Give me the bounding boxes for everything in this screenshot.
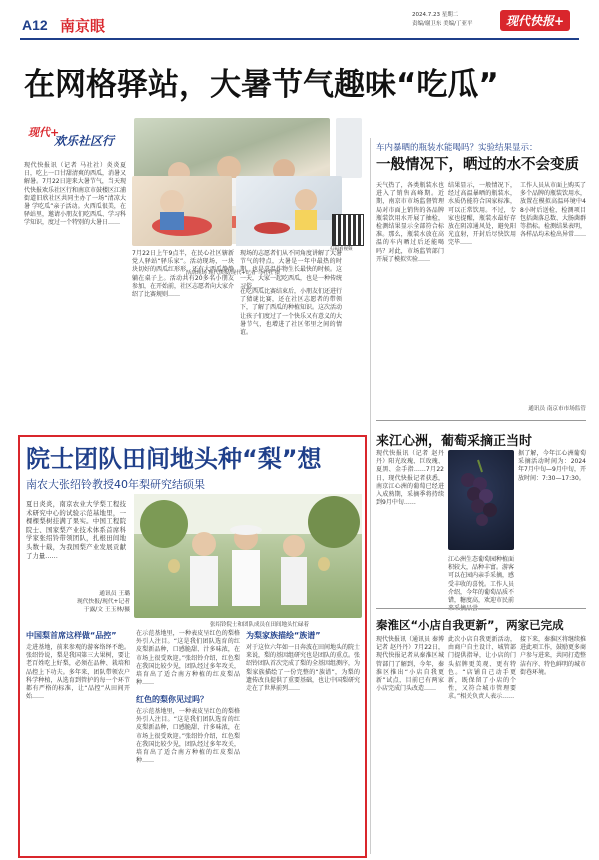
- featured-subhead-3: 为梨家族描绘“族谱”: [246, 631, 321, 640]
- featured-col2b: 在示范基地里，一种表皮呈红色的梨格外引人注目。“这是我们团队选育的红皮梨新品种，口感脆甜、汁多味浓，在市场上很受欢迎。”张绍铃介绍，红色梨在我国比较少见，团队经过多年攻关，培育出了适合南方种植的红皮梨品种……: [136, 708, 240, 765]
- right-bottom-headline: 秦淮区“小店自我更新”，两家已完成: [376, 618, 564, 632]
- page-number: A12: [22, 17, 48, 33]
- featured-bylines: [60, 590, 130, 614]
- column-tag-line2: 欢乐社区行: [54, 134, 115, 148]
- issue-date: 2024.7.23 星期二: [412, 12, 459, 18]
- right-top-col1: 天气热了，各类瓶装水也进入了销售高峰期。近期，南京市市场监督管理局对市面上销售的各品牌瓶装饮用水开展了抽检，检测结果显示全部符合标准。那么，瓶装水放在高温的车内晒过后还能喝吗？对此，市场监管部门开展了模拟实验……: [376, 182, 444, 263]
- right-bottom-col3: 接下来，秦淮区将继续推进此项工作，鼓励更多商户参与进来，共同打造整洁有序、特色鲜明的城市街巷环境。: [520, 636, 587, 676]
- qr-caption: 扫码看视频: [330, 247, 353, 252]
- right-mid-col1: 现代快报讯（记者 赵丹丹）阳光玫瑰、巨玫瑰、夏黑、金手指……7月22日，现代快报记者获悉，南京江心洲的葡萄已经进入成熟期，采摘季将持续到9月中旬……: [376, 450, 444, 507]
- right-top-headline: 一般情况下，晒过的水不会变质: [376, 157, 579, 173]
- featured-col2a: 在示范基地里，一种表皮呈红色的梨格外引人注目。“这是我们团队选育的红皮梨新品种，口感脆甜、汁多味浓，在市场上很受欢迎。”张绍铃介绍，红色梨在我国比较少见，团队经过多年攻关，培育出了适合南方种植的红皮梨品种……: [136, 630, 240, 687]
- right-top-col3: 工作人员从市面上购买了多个品牌的瓶装饮用水，放置在模拟高温环境中48小时后送检，检测项目包括菌落总数、大肠菌群等指标。检测结果表明，各样品均未检出异常……: [520, 182, 587, 239]
- top-story-photo-left: [132, 176, 232, 246]
- featured-lead: 夏日炎炎，南京农业大学梨工程技术研究中心的试验示范基地里，一棵棵梨树挂满了果实。中国工程院院士、国家梨产业技术体系首席科学家张绍铃带领团队，扎根田间地头数十载，为我国梨产业发展贡献了力量……: [26, 500, 126, 560]
- column-tag-line1: 现代+: [28, 126, 60, 139]
- top-story-headline: 在网格驿站，大暑节气趣味“吃瓜”: [24, 67, 499, 103]
- featured-subhead: 南农大张绍铃教授40年梨研究结硕果: [26, 478, 205, 491]
- qr-code[interactable]: [332, 214, 364, 246]
- top-story-col1: 现代快报讯（记者 马社社）炎炎夏日，吃上一口甘甜清爽的西瓜，消暑又解暑。7月22日迎来大暑节气，当天现代快报欢乐社区行和南京市鼓楼区江浦街道旧欣社区共同主办了一场“清凉大暑 学吃瓜”亲子活动。火西瓜很美，在驿站里，邀请小朋友们吃西瓜、学习科学知识，度过一个特别的大暑日……: [24, 162, 127, 227]
- top-story-col5: 在吃西瓜比赛结束后，小朋友们还进行了猜谜比赛，还在社区志愿者的带领下，了解了西瓜的种植知识。这次活动让孩子们度过了一个快乐又有意义的大暑节气，也增进了社区邻里之间的情谊。: [240, 288, 343, 337]
- right-top-col2: 结果显示，一般情况下，经过高温暴晒的瓶装水，水质仍能符合国家标准，可以正常饮用。不过，专家也提醒，瓶装水最好存放在阴凉通风处，避免阳光直射，开封后尽快饮用完毕……: [448, 182, 516, 247]
- featured-col3: 对于这位六年如一日奔波在田间地头的院士来说，梨的基因组研究也是团队的重点。张绍铃团队首次完成了梨的全基因组测序，为梨家族描绘了一份完整的“族谱”，为梨的遗传改良提供了重要基础，也让中国梨研究走在了世界前列……: [246, 644, 361, 693]
- featured-byline-1: 通讯员 王璐: [99, 591, 130, 597]
- featured-byline-3: 于露/文 王玉林/摄: [83, 607, 130, 613]
- top-story-col2: 7月22日上午9点半，在民心社区辖新党人驿站“驿乐家”。活动现场，一块块切好的西瓜红形形，还有大西瓜静静躺在桌子上。活动共有20多名小朋友参加，在开始前，社区志愿者向大家介绍了比赛规则……: [132, 250, 235, 299]
- featured-subhead-1: 中国梨首席这样做“品控”: [26, 631, 117, 640]
- featured-headline: 院士团队田间地头种“梨”想: [26, 445, 322, 473]
- featured-col1: 走进基地，前来参观的游客络绎不绝。张绍铃说，梨是我国第三大果树，要让老百姓吃上好梨，必须在品种、栽培和品控上下功夫。多年来，团队带领农户科学种植，从选育到管护的每一个环节都有严格的标准，让“品控”从田间开始……: [26, 644, 130, 701]
- editor-credit: 责编/谢卫东 美编/丁亚平: [412, 21, 473, 27]
- featured-byline-2: 现代快报/现代+记者: [76, 599, 130, 605]
- right-mid-headline: 来江心洲，葡萄采摘正当时: [376, 434, 533, 449]
- top-story-photo-child: [336, 118, 362, 178]
- right-mid-photo: [448, 450, 514, 550]
- featured-subhead-2: 红色的梨你见过吗？: [136, 695, 208, 704]
- column-tag: [24, 118, 128, 162]
- right-mid-divider: [376, 608, 586, 609]
- right-top-divider: [376, 420, 586, 421]
- right-bottom-col1: 现代快报讯（通讯员 秦博 记者 赵丹丹）7月22日，现代快报记者从秦淮区城管部门了解到，今年，秦淮区推出“小店自我更新”试点，目前已有两家小店完成门头改造……: [376, 636, 444, 693]
- top-story-col3: 现场的志愿者们从不同角度讲解了大暑节气的特点，大暑是一年中最热的时期，也是喜温作物生长最快的时候。这一天，大家一起吃西瓜，也是一种传统习俗……: [240, 250, 343, 290]
- masthead: [0, 0, 599, 44]
- top-story-photo-right: [236, 176, 342, 246]
- featured-photo: [134, 494, 362, 618]
- brand-logo: 现代快报+: [500, 10, 570, 31]
- top-story-photo-credit: 活动现场 现代快报/现代+记者 马社社 摄: [186, 270, 281, 276]
- section-name: 南京眼: [60, 17, 106, 35]
- right-bottom-col2: 此次小店自我更新活动，由商户自主设计、城管部门提供指导，让小店的门头招牌更美观、更有特色。“店铺自己动手更新，既保留了小店的个性，又符合城市管理要求。”相关负责人表示……: [448, 636, 516, 701]
- right-top-subtitle: 车内暴晒的瓶装水能喝吗？实验结果显示：: [376, 143, 538, 153]
- column-rule: [370, 138, 371, 854]
- right-mid-col3: 据了解，今年江心洲葡萄采摘活动时间为：2024年7月中旬—9月中旬，开放时间：7:30—17:30。: [518, 450, 586, 482]
- right-mid-col2: 江心洲生态葡萄园种植面积较大，品种丰富。游客可以在园内亲手采摘，感受丰收的喜悦。工作人员介绍，今年的葡萄品质不错，糖度高，欢迎市民前: [448, 556, 515, 605]
- featured-photo-caption: 张绍铃院士和团队成员在田间地头忙碌着: [210, 622, 310, 628]
- right-top-byline: 通讯员 南京市市场监管: [528, 406, 586, 412]
- masthead-rule: [20, 38, 579, 40]
